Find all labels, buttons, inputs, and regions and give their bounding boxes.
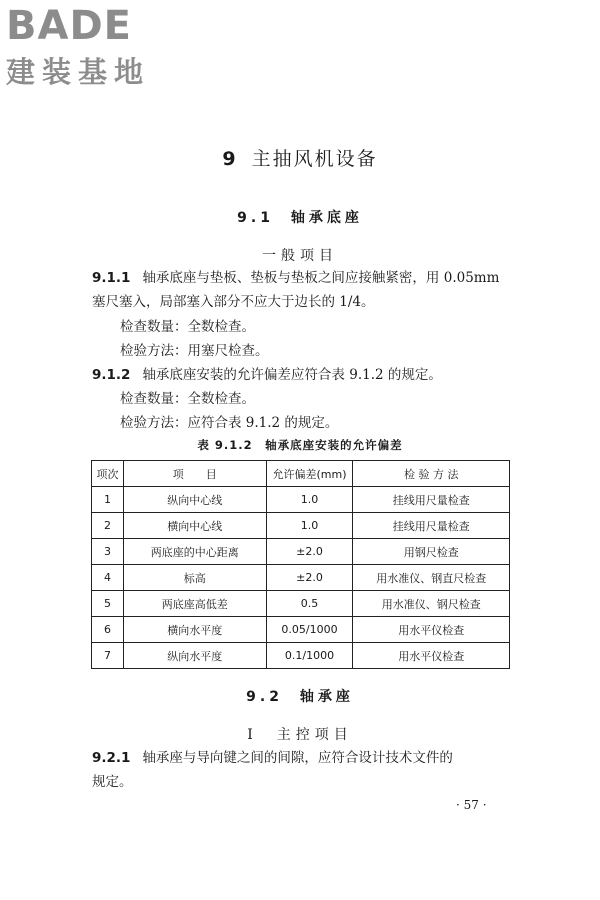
header-item-no: 项次 [92, 461, 124, 487]
brand-logo [6, 4, 176, 96]
cell-tolerance: 0.5 [266, 591, 353, 617]
chapter-name: 主抽风机设备 [251, 148, 378, 170]
logo-brand-text: BADE [6, 3, 132, 49]
section-9-1-title [0, 207, 600, 227]
section-9-1-number: 9.1 [237, 210, 274, 226]
header-tolerance: 允许偏差(mm) [266, 461, 353, 487]
table-caption: 表 9.1.2 轴承底座安装的允许偏差 [197, 438, 403, 452]
cell-item: 标高 [123, 565, 266, 591]
cell-tolerance: 1.0 [266, 513, 353, 539]
clause-9-1-1-number: 9.1.1 [92, 270, 131, 286]
section-9-2-number: 9.2 [246, 689, 283, 705]
general-items-heading: 一般项目 [262, 248, 338, 264]
chapter-number: 9 [222, 148, 238, 170]
table-row [92, 591, 510, 617]
clause-9-1-2-text: 轴承底座安装的允许偏差应符合表 9.1.2 的规定。 [142, 367, 442, 383]
page-number: · 57 · [456, 798, 487, 812]
cell-item: 两底座高低差 [123, 591, 266, 617]
section-9-1-name: 轴承底座 [290, 210, 363, 226]
cell-item-no: 7 [92, 643, 124, 669]
table-row [92, 487, 510, 513]
clause-9-1-2-check-qty: 检查数量：全数检查。 [120, 391, 255, 407]
cell-method: 用水准仪、钢直尺检查 [353, 565, 510, 591]
cell-tolerance: 1.0 [266, 487, 353, 513]
table-row [92, 539, 510, 565]
cell-method: 挂线用尺量检查 [353, 487, 510, 513]
cell-method: 用水准仪、钢尺检查 [353, 591, 510, 617]
cell-item: 两底座的中心距离 [123, 539, 266, 565]
header-item: 项 目 [123, 461, 266, 487]
cell-method: 用水平仪检查 [353, 617, 510, 643]
clause-9-1-2-check-method: 检验方法：应符合表 9.1.2 的规定。 [120, 415, 339, 431]
tolerance-table [91, 460, 510, 669]
table-row [92, 643, 510, 669]
cell-method: 用钢尺检查 [353, 539, 510, 565]
clause-9-1-1 [92, 266, 522, 314]
clause-9-2-1 [92, 746, 522, 794]
logo-subtitle: 建装基地 [6, 55, 151, 89]
clause-9-2-1-line2: 规定。 [92, 774, 133, 790]
table-row [92, 617, 510, 643]
main-items-heading: Ⅰ 主控项目 [247, 727, 353, 743]
clause-9-1-2-number: 9.1.2 [92, 367, 131, 383]
cell-tolerance: 0.05/1000 [266, 617, 353, 643]
cell-item-no: 5 [92, 591, 124, 617]
cell-item: 纵向水平度 [123, 643, 266, 669]
clause-9-2-1-number: 9.2.1 [92, 750, 131, 766]
cell-item: 横向水平度 [123, 617, 266, 643]
cell-item: 纵向中心线 [123, 487, 266, 513]
clause-9-1-1-line1: 轴承底座与垫板、垫板与垫板之间应接触紧密，用 0.05mm [142, 270, 500, 286]
header-method: 检 验 方 法 [353, 461, 510, 487]
clause-9-1-1-line2: 塞尺塞入，局部塞入部分不应大于边长的 1/4。 [92, 294, 375, 310]
section-9-2-title [0, 686, 600, 706]
cell-item-no: 1 [92, 487, 124, 513]
section-9-2-name: 轴承座 [299, 689, 354, 705]
table-row [92, 513, 510, 539]
clause-9-1-2 [92, 363, 522, 387]
cell-method: 挂线用尺量检查 [353, 513, 510, 539]
cell-tolerance: ±2.0 [266, 539, 353, 565]
cell-item-no: 2 [92, 513, 124, 539]
cell-tolerance: ±2.0 [266, 565, 353, 591]
cell-item: 横向中心线 [123, 513, 266, 539]
table-row [92, 565, 510, 591]
cell-method: 用水平仪检查 [353, 643, 510, 669]
cell-item-no: 6 [92, 617, 124, 643]
cell-item-no: 3 [92, 539, 124, 565]
table-header-row [92, 461, 510, 487]
cell-item-no: 4 [92, 565, 124, 591]
cell-tolerance: 0.1/1000 [266, 643, 353, 669]
clause-9-2-1-line1: 轴承座与导向键之间的间隙，应符合设计技术文件的 [142, 750, 453, 766]
chapter-title [0, 144, 600, 171]
clause-9-1-1-check-qty: 检查数量：全数检查。 [120, 319, 255, 335]
clause-9-1-1-check-method: 检验方法：用塞尺检查。 [120, 343, 269, 359]
